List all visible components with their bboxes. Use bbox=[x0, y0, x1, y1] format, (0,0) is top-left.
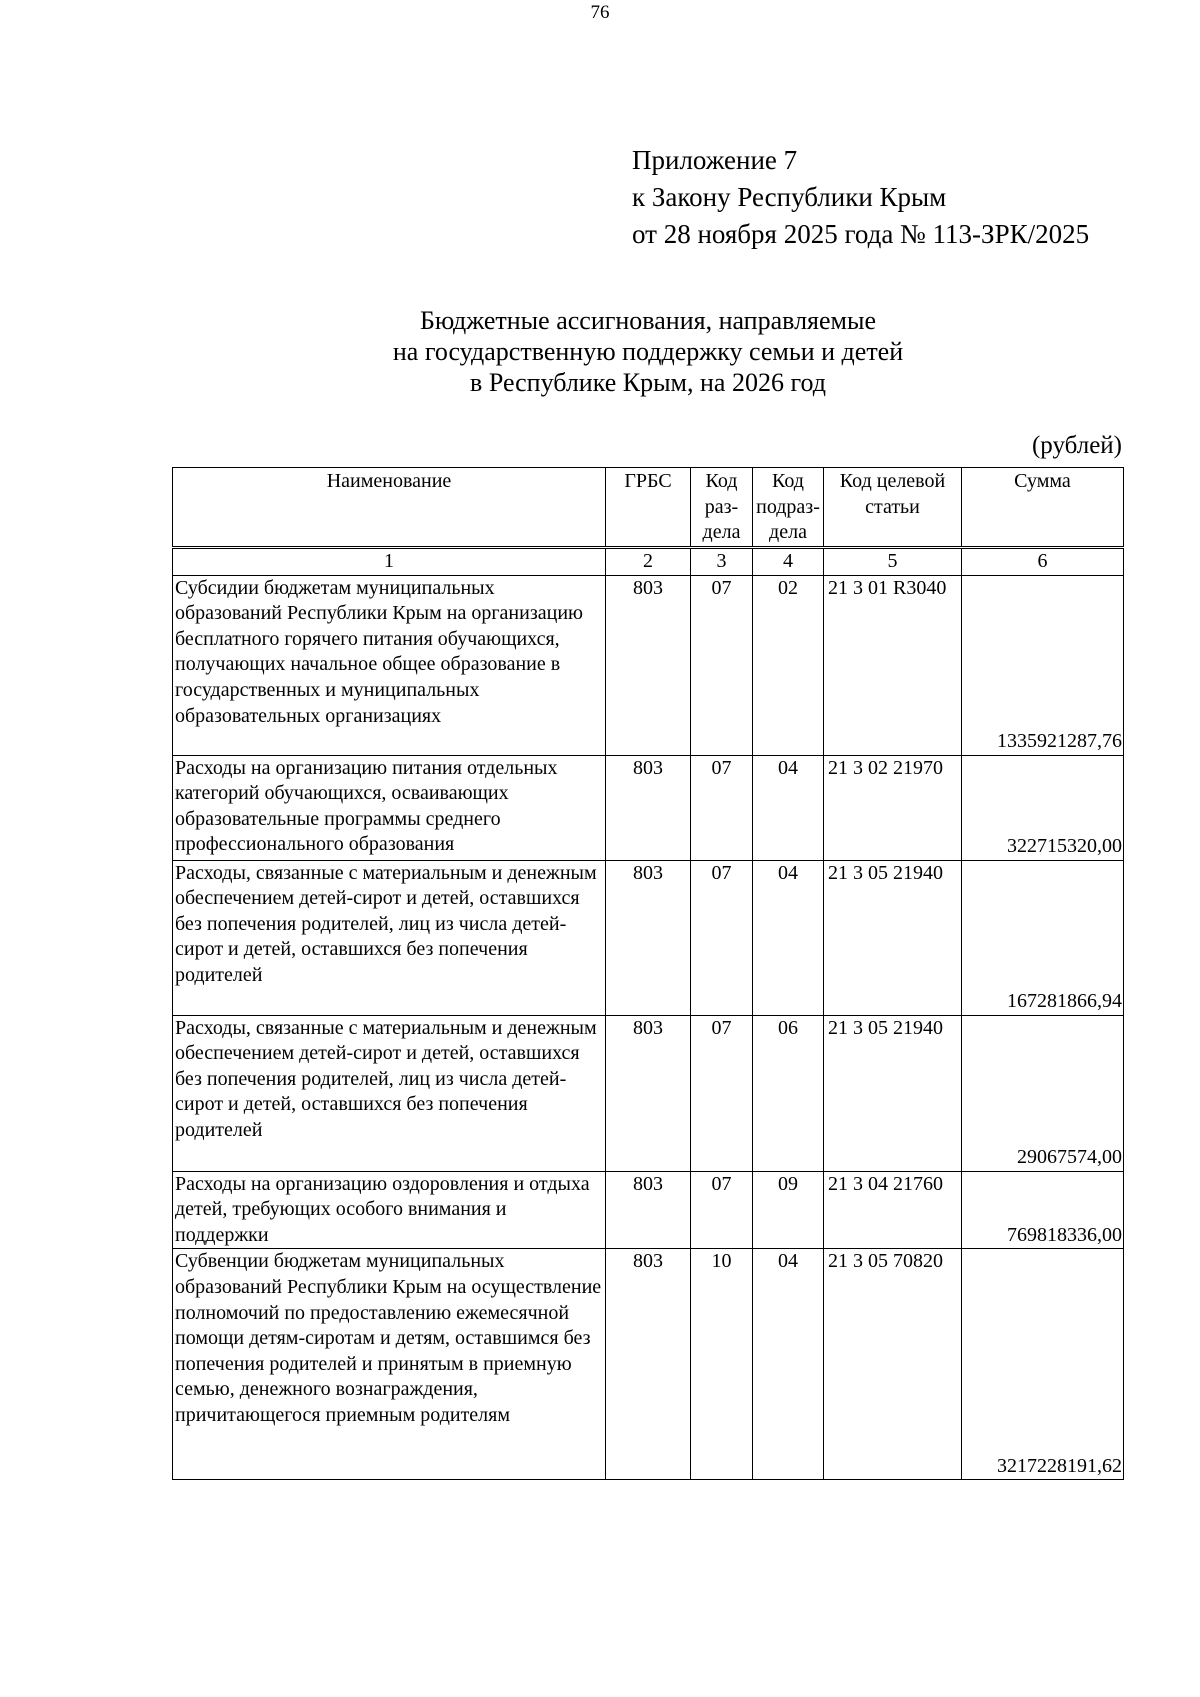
table-row bbox=[173, 575, 1124, 755]
row-target: 21 3 04 21760 bbox=[824, 1171, 962, 1249]
row-podrazdel: 04 bbox=[753, 1249, 824, 1480]
column-number: 4 bbox=[753, 549, 824, 576]
column-number: 3 bbox=[691, 549, 753, 576]
table-row bbox=[173, 1249, 1124, 1480]
appendix-reference bbox=[632, 142, 1089, 253]
row-podrazdel: 04 bbox=[753, 755, 824, 860]
column-number: 6 bbox=[962, 549, 1124, 576]
row-name: Расходы на организацию оздоровления и отдыха детей, требующих особого внимания и поддержки bbox=[173, 1171, 606, 1249]
row-grbs: 803 bbox=[606, 575, 691, 755]
row-name: Субвенции бюджетам муниципальных образований Республики Крым на осуществление полномочий по предоставлению ежемесячной помощи детям-сиротам и детям, оставшимся без попечения родителей и принятым в приемную семью, денежного вознаграждения, причитающегося приемным родителям bbox=[173, 1249, 606, 1480]
row-name: Расходы, связанные с материальным и денежным обеспечением детей-сирот и детей, оставшихся без попечения родителей, лиц из числа детей-сирот и детей, оставшихся без попечения родителей bbox=[173, 1015, 606, 1171]
row-name: Субсидии бюджетам муниципальных образований Республики Крым на организацию бесплатного горячего питания обучающихся, получающих начальное общее образование в государственных и муниципальных образовательных организациях bbox=[173, 575, 606, 755]
row-sum: 29067574,00 bbox=[962, 1015, 1124, 1171]
appendix-line: к Закону Республики Крым bbox=[632, 182, 947, 212]
row-grbs: 803 bbox=[606, 1171, 691, 1249]
row-razdel: 07 bbox=[691, 755, 753, 860]
page-number: 76 bbox=[590, 2, 610, 23]
row-target: 21 3 05 21940 bbox=[824, 860, 962, 1015]
title-line: в Республике Крым, на 2026 год bbox=[470, 368, 826, 397]
header-name: Наименование bbox=[173, 468, 606, 547]
row-sum: 769818336,00 bbox=[962, 1171, 1124, 1249]
row-podrazdel: 04 bbox=[753, 860, 824, 1015]
row-razdel: 07 bbox=[691, 1015, 753, 1171]
appendix-line: Приложение 7 bbox=[632, 145, 798, 175]
row-podrazdel: 02 bbox=[753, 575, 824, 755]
column-number-row bbox=[173, 549, 1124, 576]
row-sum: 322715320,00 bbox=[962, 755, 1124, 860]
column-number: 1 bbox=[173, 549, 606, 576]
row-razdel: 07 bbox=[691, 1171, 753, 1249]
document-title bbox=[300, 305, 996, 398]
row-grbs: 803 bbox=[606, 860, 691, 1015]
header-target: Код целевой статьи bbox=[824, 468, 962, 547]
row-sum: 3217228191,62 bbox=[962, 1249, 1124, 1480]
table-row bbox=[173, 1171, 1124, 1249]
row-target: 21 3 05 21940 bbox=[824, 1015, 962, 1171]
row-name: Расходы, связанные с материальным и денежным обеспечением детей-сирот и детей, оставшихся без попечения родителей, лиц из числа детей-сирот и детей, оставшихся без попечения родителей bbox=[173, 860, 606, 1015]
header-razdel: Код раз- дела bbox=[691, 468, 753, 547]
row-razdel: 10 bbox=[691, 1249, 753, 1480]
row-podrazdel: 09 bbox=[753, 1171, 824, 1249]
row-grbs: 803 bbox=[606, 755, 691, 860]
row-target: 21 3 01 R3040 bbox=[824, 575, 962, 755]
row-sum: 167281866,94 bbox=[962, 860, 1124, 1015]
table-header bbox=[172, 467, 1124, 547]
table-row bbox=[173, 860, 1124, 1015]
row-target: 21 3 05 70820 bbox=[824, 1249, 962, 1480]
row-name: Расходы на организацию питания отдельных категорий обучающихся, осваивающих образовательные программы среднего профессионального образования bbox=[173, 755, 606, 860]
table-row bbox=[173, 755, 1124, 860]
units-label: (рублей) bbox=[1031, 432, 1122, 459]
row-razdel: 07 bbox=[691, 860, 753, 1015]
row-target: 21 3 02 21970 bbox=[824, 755, 962, 860]
row-grbs: 803 bbox=[606, 1249, 691, 1480]
row-sum: 1335921287,76 bbox=[962, 575, 1124, 755]
header-sum: Сумма bbox=[962, 468, 1124, 547]
row-podrazdel: 06 bbox=[753, 1015, 824, 1171]
header-grbs: ГРБС bbox=[606, 468, 691, 547]
header-podrazdel: Код подраз- дела bbox=[753, 468, 824, 547]
row-razdel: 07 bbox=[691, 575, 753, 755]
column-number: 2 bbox=[606, 549, 691, 576]
budget-table bbox=[172, 548, 1124, 1480]
table-row bbox=[173, 1015, 1124, 1171]
row-grbs: 803 bbox=[606, 1015, 691, 1171]
title-line: Бюджетные ассигнования, направляемые bbox=[419, 306, 876, 335]
title-line: на государственную поддержку семьи и детей bbox=[392, 337, 904, 366]
column-number: 5 bbox=[824, 549, 962, 576]
appendix-line: от 28 ноября 2025 года № 113-ЗРК/2025 bbox=[632, 219, 1090, 249]
